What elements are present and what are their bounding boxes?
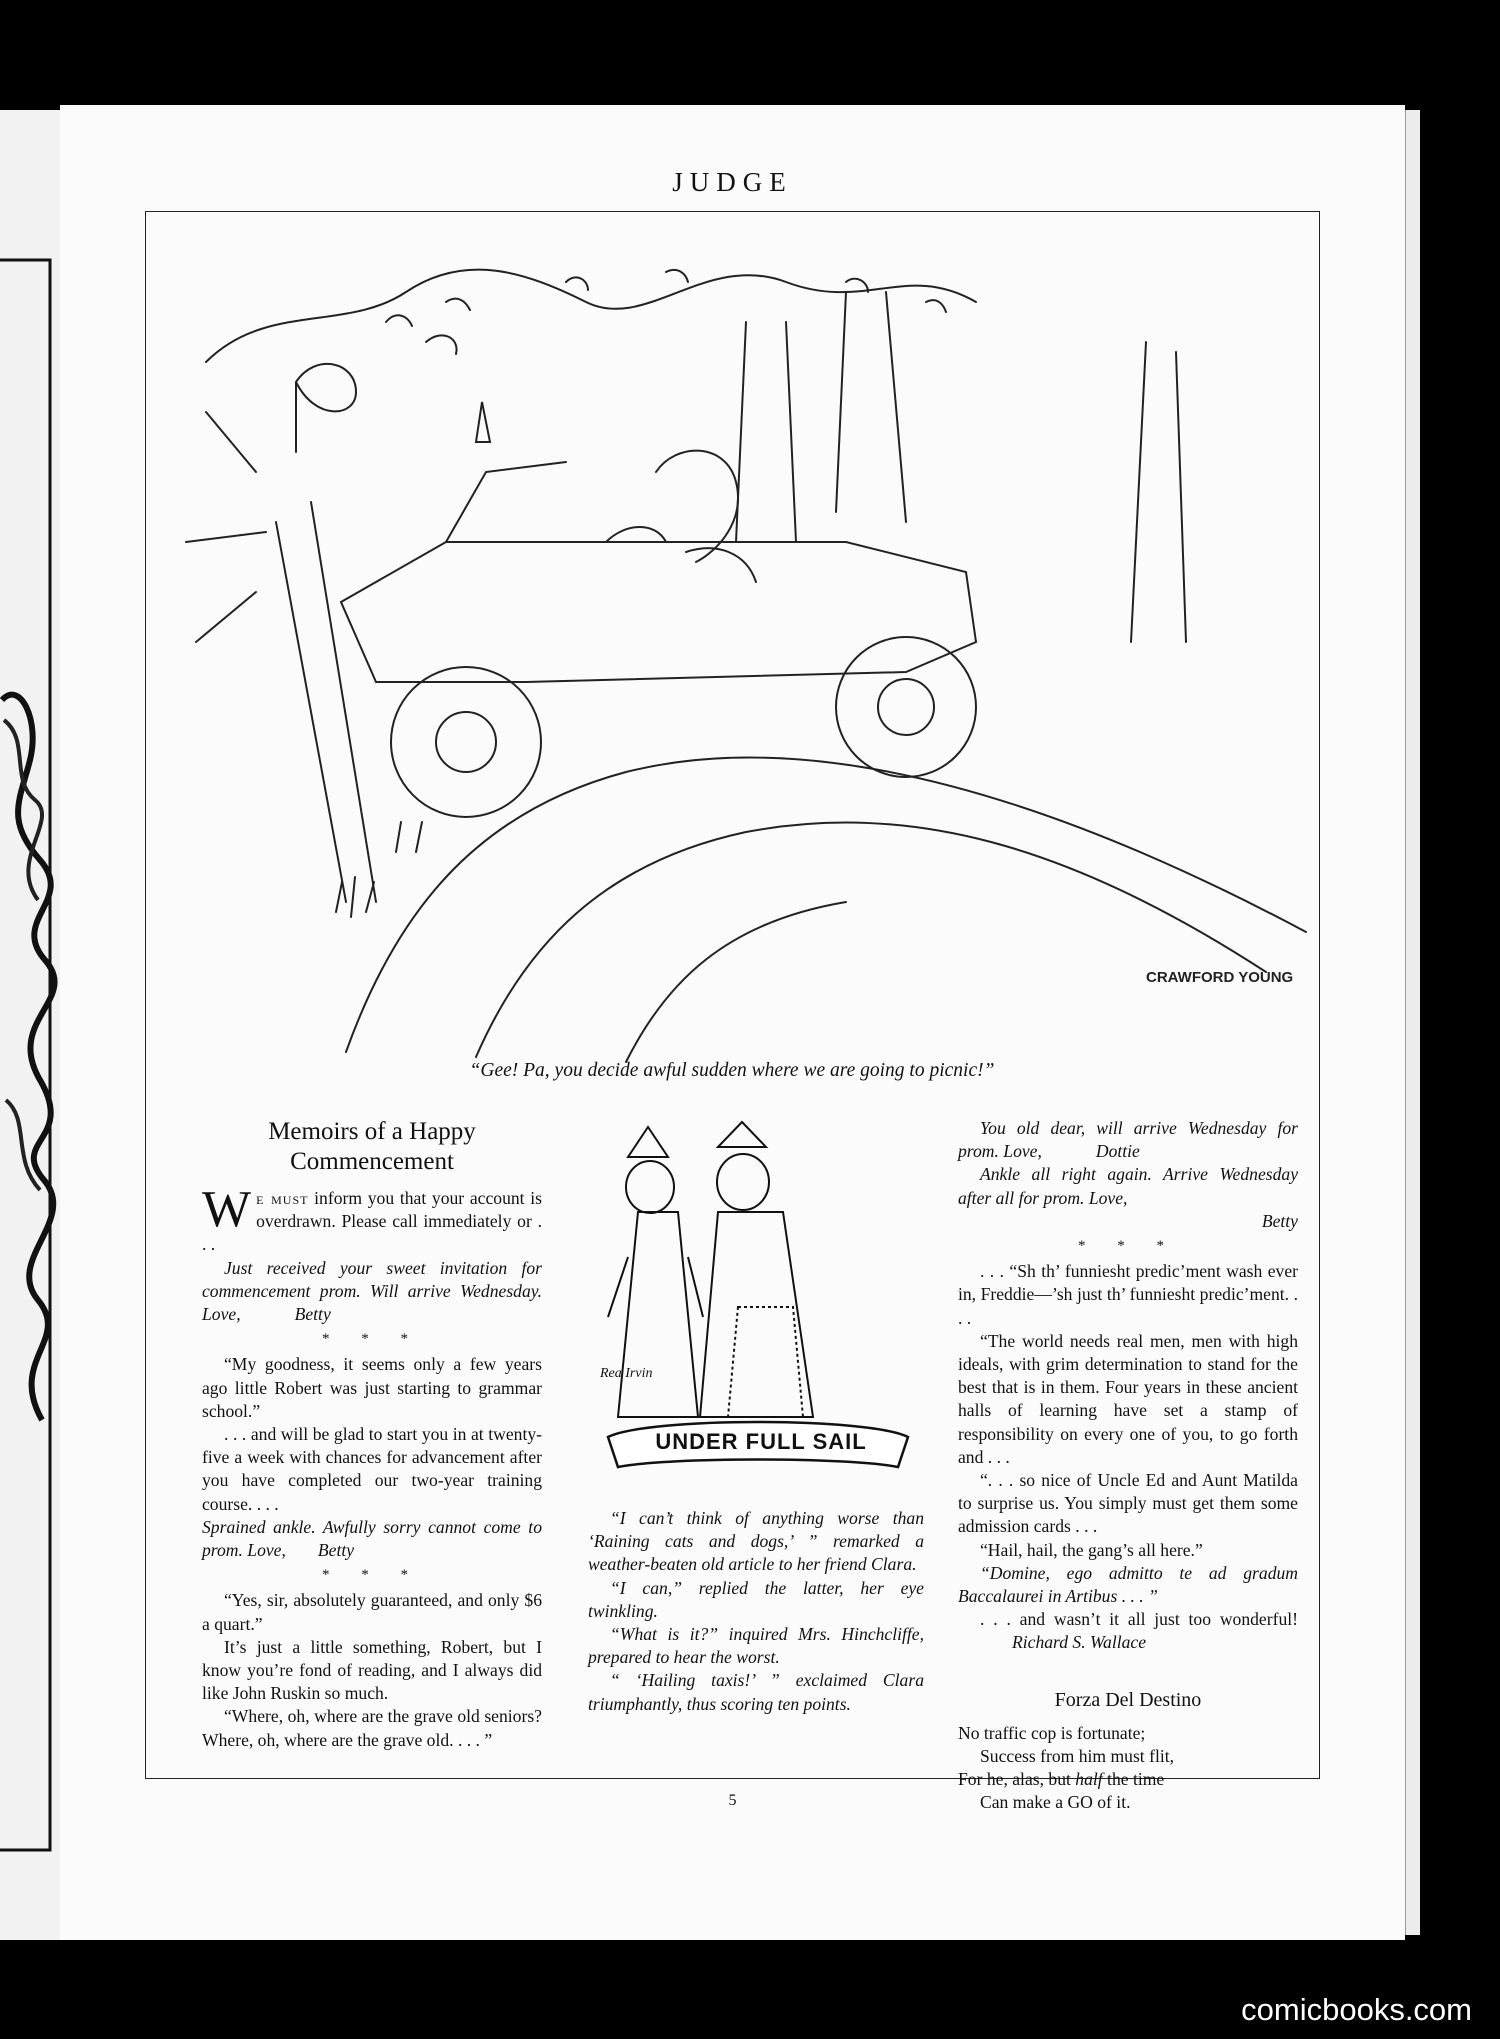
adjacent-page-illustration [0, 200, 58, 1900]
sail-para-4: “ ‘Hailing taxis!’ ” exclaimed Clara triumphantly, thus scoring ten points. [588, 1670, 924, 1714]
memoirs-para-7: It’s just a little something, Robert, but I know you’re fond of reading, and I always did like John Ruskin so much. [202, 1636, 542, 1704]
col3-para-5: “. . . so nice of Uncle Ed and Aunt Matilda to surprise us. You simply must get them some admission cards . . . [958, 1470, 1298, 1537]
memoirs-para-4: . . . and will be glad to start you in at twenty-five a week with chances for advancement after you have completed our two-year training course. . . . [202, 1424, 542, 1514]
col3-para-7: “Domine, ego admitto te ad gradum Baccalaurei in Artibus . . . ” [958, 1562, 1298, 1607]
page-edge [1405, 110, 1420, 1935]
section-divider: * * * [322, 1331, 422, 1348]
poem-title: Forza Del Destino [1054, 1688, 1202, 1711]
memoirs-para-2: Just received your sweet invitation for commencement prom. Will arrive Wednesday. Love, Betty [202, 1257, 542, 1325]
banner-title: UNDER FULL SAIL [655, 1429, 867, 1454]
memoirs-para-3: “My goodness, it seems only a few years ago little Robert was just starting to grammar school.” [202, 1354, 542, 1421]
masthead: JUDGE [672, 167, 793, 197]
content-frame [145, 211, 1320, 1813]
poem-line: Can make a GO of it. [980, 1792, 1131, 1813]
magazine-page [60, 105, 1405, 1940]
cartoon-drawing [146, 212, 1318, 1067]
site-watermark: comicbooks.com [1241, 1992, 1472, 2027]
column-memoirs [202, 1117, 542, 1752]
page-number: 5 [728, 1792, 737, 1809]
cartoon-caption: “Gee! Pa, you decide awful sudden where we are going to picnic!” [469, 1060, 995, 1081]
drop-cap: W [202, 1181, 252, 1238]
col3-sig-2: Betty [1261, 1210, 1298, 1231]
memoirs-para-6: “Yes, sir, absolutely guaranteed, and only $6 a quart.” [202, 1590, 542, 1634]
column-continued [958, 1117, 1298, 1815]
section-divider: * * * [1078, 1238, 1178, 1255]
column-under-full-sail [588, 1117, 924, 1716]
col3-para-1: You old dear, will arrive Wednesday for prom. Love, Dottie [958, 1118, 1298, 1162]
poem-line: For he, alas, but half the time [958, 1769, 1165, 1790]
car-crash-cartoon [146, 212, 1318, 1081]
col3-para-6: “Hail, hail, the gang’s all here.” [980, 1539, 1203, 1560]
adjacent-page-edge [0, 110, 60, 1940]
memoirs-para-5: Sprained ankle. Awfully sorry cannot come to prom. Love, Betty [202, 1516, 542, 1561]
col3-para-4: “The world needs real men, men with high ideals, with grim determination to stand for the best that is in them. Four years in these ancient halls of learning have set a stamp of responsibility on every one of you, to go forth and . . . [958, 1330, 1298, 1467]
col3-para-3: . . . “Sh th’ funniesht predic’ment wash ever in, Freddie—’sh just th’ funniesht predic’ment. . . . [958, 1261, 1298, 1328]
cartoonist-signature: CRAWFORD YOUNG [1146, 969, 1294, 986]
poem-line: Success from him must flit, [980, 1746, 1175, 1767]
two-ladies-illustration [588, 1117, 924, 1495]
memoirs-para-8: “Where, oh, where are the grave old seniors? Where, oh, where are the grave old. . . . ” [202, 1706, 542, 1750]
artist-signature: Rea Irvin [600, 1366, 653, 1381]
sail-para-3: “What is it?” inquired Mrs. Hinchcliffe, prepared to hear the worst. [588, 1624, 924, 1668]
col3-para-8: . . . and wasn’t it all just too wonderful!Richard S. Wallace [980, 1609, 1298, 1653]
memoirs-para-1: We must inform you that your account is overdrawn. Please call immediately or . . . [202, 1181, 542, 1255]
memoirs-title: Memoirs of a Happy Commencement [268, 1118, 476, 1175]
col3-para-2: Ankle all right again. Arrive Wednesday after all for prom. Love, [958, 1164, 1298, 1208]
sail-para-2: “I can,” replied the latter, her eye twinkling. [588, 1577, 924, 1621]
section-divider: * * * [322, 1567, 422, 1584]
sail-para-1: “I can’t think of anything worse than ‘Raining cats and dogs,’ ” remarked a weather-beaten old article to her friend Clara. [588, 1508, 924, 1575]
poem-line: No traffic cop is fortunate; [958, 1722, 1146, 1743]
